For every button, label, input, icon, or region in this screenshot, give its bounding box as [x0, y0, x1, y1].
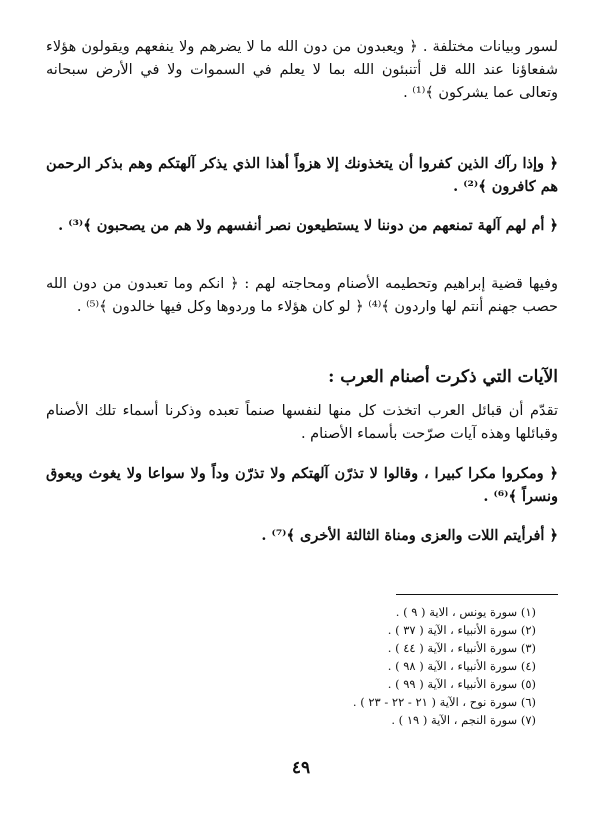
paragraph-2-verse: ﴿ وإذا رآك الذين كفروا أن يتخذونك إلا هزواً أهذا الذي يذكر آلهتكم وهم بذكر الرحمن هم كافرون ﴾⁽²⁾ .: [46, 155, 558, 195]
page-number: ٤٩: [291, 758, 311, 778]
paragraph-7-verse: ﴿ أفرأيتم اللات والعزى ومناة الثالثة الأخرى ﴾⁽⁷⁾ .: [261, 527, 558, 544]
footnote-item: (٦) سورة نوح ، الآية ( ٢١ - ٢٢ - ٢٣ ) .: [352, 695, 536, 709]
section-heading: الآيات التي ذكرت أصنام العرب :: [328, 367, 558, 387]
footnote-item: (٣) سورة الأنبياء ، الآية ( ٤٤ ) .: [387, 641, 536, 655]
footnote-list: [353, 603, 536, 729]
paragraph-1: لسور وبيانات مختلفة . ﴿ ويعبدون من دون الله ما لا يضرهم ولا ينفعهم ويقولون هؤلاء شفعاؤنا عند الله قل أتنبئون الله بما لا يعلم في السموات ولا في الأرض سبحانه وتعالى عما يشركون ﴾⁽¹⁾ .: [46, 39, 558, 101]
footnote-divider: [396, 594, 558, 595]
paragraph-4: وفيها قضية إبراهيم وتحطيمه الأصنام ومحاجته لهم : ﴿ انكم وما تعبدون من دون الله حصب جهنم أنتم لها واردون ﴾⁽⁴⁾ ﴿ لو كان هؤلاء ما وردوها وكل فيها خالدون ﴾⁽⁵⁾ .: [46, 276, 558, 315]
footnote-item: (٧) سورة النجم ، الآية ( ١٩ ) .: [391, 713, 536, 727]
footnote-item: (٤) سورة الأنبياء ، الآية ( ٩٨ ) .: [387, 659, 536, 673]
footnote-item: (٥) سورة الأنبياء ، الآية ( ٩٩ ) .: [387, 677, 536, 691]
paragraph-5: تقدّم أن قبائل العرب اتخذت كل منها لنفسها صنماً تعبده وذكرنا أسماء تلك الأصنام وقبائلها وهذه آيات صرّحت بأسماء الأصنام .: [46, 403, 558, 442]
footnote-item: (١) سورة يونس ، الاية ( ٩ ) .: [395, 605, 536, 619]
paragraph-6-verse: ﴿ ومكروا مكرا كبيرا ، وقالوا لا تذرّن آلهتكم ولا تذرّن وداً ولا سواعا ولا يغوث ويعوق ونسراً ﴾⁽⁶⁾ .: [46, 465, 558, 505]
footnote-item: (٢) سورة الأنبياء ، الآية ( ٣٧ ) .: [387, 623, 536, 637]
paragraph-3-verse: ﴿ أم لهم آلهة تمنعهم من دوننا لا يستطيعون نصر أنفسهم ولا هم من يصحبون ﴾⁽³⁾ .: [58, 217, 558, 234]
